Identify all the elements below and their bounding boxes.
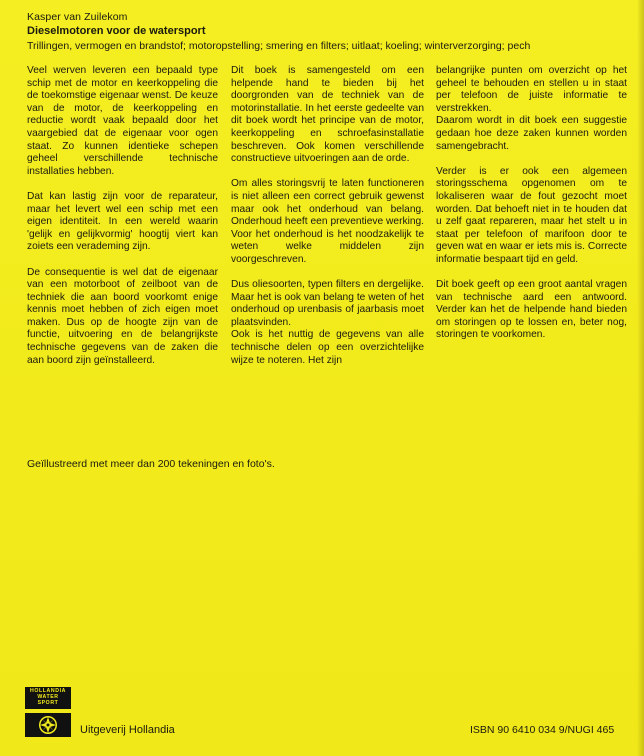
paragraph: Verder is er ook een algemeen storingsschema opgenomen om te lokaliseren waar de fout gezocht moet worden. Dat behoeft niet in te houden dat u zelf gaat repareren, maar het stelt u in staat per telefoon of marifoon door te geven wat en waar er iets mis is. Correcte informatie bespaart tijd en geld. xyxy=(436,165,627,265)
paragraph: Ook is het nuttig de gegevens van alle technische delen op een overzichtelijke wijze te noteren. Het zijn xyxy=(231,329,424,366)
publisher-name: Uitgeverij Hollandia xyxy=(80,724,175,736)
paragraph: Dus oliesoorten, typen filters en dergelijke. Maar het is ook van belang te weten of het onderhoud op urenbasis of jaarbasis moet plaatsvinden. xyxy=(231,279,424,328)
book-title: Dieselmotoren voor de watersport xyxy=(27,25,206,37)
text-column-1 xyxy=(27,65,218,380)
compass-rose-emblem xyxy=(25,713,71,737)
logo-line: WATER xyxy=(37,694,59,701)
text-column-2 xyxy=(231,65,424,380)
paragraph: Dit boek is samengesteld om een helpende hand te bieden bij het doorgronden van de techniek van de motorinstallatie. In het eerste gedeelte van dit boek wordt het principe van de motor, keerkoppeling en schroefasinstallatie beschreven. Ook komen verschillende constructieve uitvoeringen aan de orde. xyxy=(231,65,424,165)
author-name: Kasper van Zuilekom xyxy=(27,11,128,23)
isbn-code: ISBN 90 6410 034 9/NUGI 465 xyxy=(470,724,615,736)
text-column-3 xyxy=(436,65,627,355)
paragraph: belangrijke punten om overzicht op het geheel te behouden en stellen u in staat per telefoon de juiste informatie te verstrekken. xyxy=(436,65,627,114)
paragraph: Dit boek geeft op een groot aantal vragen van technische aard een antwoord. Verder kan het de helpende hand bieden om storingen op te lossen en, beter nog, storingen te voorkomen. xyxy=(436,279,627,341)
paragraph: Om alles storingsvrij te laten functioneren is niet alleen een correct gebruik gewenst maar ook het onderhoud van belang. Onderhoud heeft een preventieve werking. Voor het onderhoud is het noodzakelijk te weten welke middelen zijn voorgeschreven. xyxy=(231,178,424,265)
paragraph: Veel werven leveren een bepaald type schip met de motor en keerkoppeling die de toekomstige eigenaar wenst. De keuze van de motor, de keerkoppeling en reductie wordt vaak bepaald door het vaargebied dat de eigenaar voor ogen staat. Zo kunnen identieke schepen geheel verschillende technische installaties hebben. xyxy=(27,65,218,177)
book-subtitle: Trillingen, vermogen en brandstof; motoropstelling; smering en filters; uitlaat; koeling; winterverzorging; pech xyxy=(27,40,531,52)
cover-edge-shadow xyxy=(637,0,644,756)
logo-line: SPORT xyxy=(37,700,59,707)
illustration-note: Geïllustreerd met meer dan 200 tekeningen en foto's. xyxy=(27,458,275,470)
paragraph: Daarom wordt in dit boek een suggestie gedaan hoe deze zaken kunnen worden samengebracht. xyxy=(436,115,627,152)
paragraph: Dat kan lastig zijn voor de reparateur, maar het levert wel een schip met een eigen identiteit. In een wereld waarin 'gelijk en gelijkvormig' hoogtij viert kan zoiets een verademing zijn. xyxy=(27,190,218,253)
hollandia-watersport-logo xyxy=(25,687,71,709)
logo-line: HOLLANDIA xyxy=(30,688,66,694)
paragraph: De consequentie is wel dat de eigenaar van een motorboot of zeilboot van de techniek die aan boord voorkomt enige kennis moet hebben of zich eigen moet maken. Dus op de hoogte zijn van de functie, uitvoering en de belangrijkste technische gegevens van de zaken die aan boord zijn geïnstalleerd. xyxy=(27,266,218,366)
